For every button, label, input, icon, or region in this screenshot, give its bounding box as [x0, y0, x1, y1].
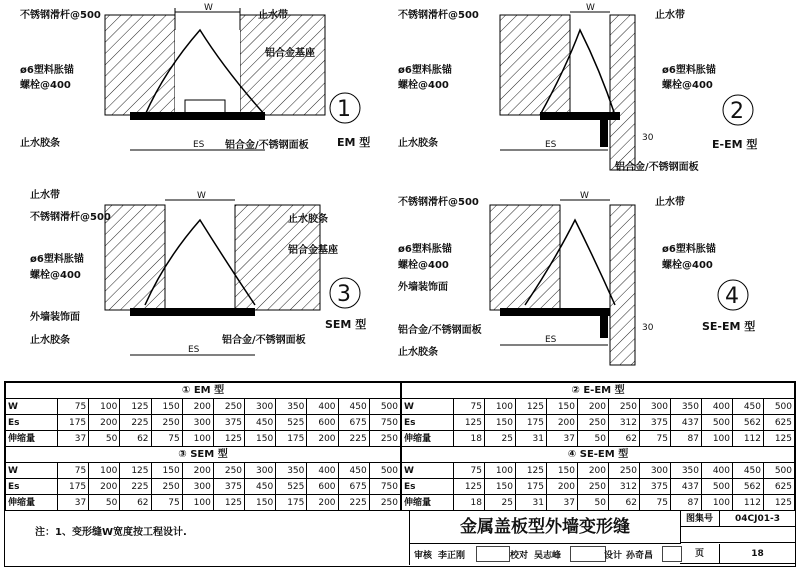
page-label: 页	[680, 544, 720, 564]
table-cell: 525	[276, 415, 307, 431]
label-seal-strip-top: 止水胶条	[288, 214, 328, 225]
table-cell: 125	[213, 431, 244, 447]
table-cell: 18	[454, 431, 485, 447]
table-cell: 375	[213, 479, 244, 495]
table-cell: 18	[454, 495, 485, 511]
table-cell: 250	[578, 415, 609, 431]
table-cell: 75	[151, 431, 182, 447]
table-cell: 625	[764, 415, 795, 431]
table-row	[6, 399, 401, 415]
table-cell: 500	[702, 479, 733, 495]
wall-corner	[610, 205, 635, 365]
table-row	[6, 415, 401, 431]
label-base: 铝合金基座	[265, 48, 315, 59]
dim-w-label: W	[586, 3, 595, 13]
table-cell: 75	[58, 463, 89, 479]
table-cell: 200	[89, 479, 120, 495]
table-cell: 300	[245, 463, 276, 479]
table-cell: 50	[578, 495, 609, 511]
table-cell: 300	[182, 415, 213, 431]
table-cell: 300	[640, 399, 671, 415]
table-cell: 200	[578, 399, 609, 415]
atlas-spacer	[680, 527, 796, 543]
table-cell: 100	[702, 431, 733, 447]
label-anchor: ø6塑料胀锚	[20, 65, 74, 76]
dim-30-label: 30	[642, 133, 654, 143]
table-cell: 150	[485, 479, 516, 495]
label-slide-bar: 不锈钢滑杆@500	[30, 212, 111, 223]
design-label: 设计	[604, 551, 623, 561]
table-cell: 37	[58, 431, 89, 447]
table-cell: 75	[640, 431, 671, 447]
drawing-1-em	[20, 3, 370, 151]
table-cell: 437	[671, 415, 702, 431]
reviewer-name: 李正刚	[438, 551, 466, 561]
note-text: 注：1、变形缝W宽度按工程设计.	[35, 527, 187, 538]
dim-es-label: ES	[545, 140, 557, 150]
table-row	[402, 431, 795, 447]
dim-w-label: W	[204, 3, 213, 13]
detail-number: 4	[725, 284, 739, 309]
table-cell: 31	[516, 495, 547, 511]
table-cell: 600	[307, 415, 338, 431]
detail-number: 2	[730, 99, 744, 124]
table-cell: 600	[307, 479, 338, 495]
table-cell: 62	[120, 431, 151, 447]
drawing-2-e-em	[398, 3, 757, 173]
table-cell: 100	[485, 399, 516, 415]
table-cell: 175	[276, 431, 307, 447]
label-panel: 铝合金/不锈钢面板	[615, 162, 699, 173]
table-cell: 25	[485, 495, 516, 511]
wall-left	[105, 15, 175, 115]
table-cell: 250	[609, 399, 640, 415]
label-waterstop: 止水带	[30, 190, 60, 201]
wall-left	[490, 205, 560, 310]
table-cell: 750	[369, 479, 400, 495]
designer-name: 孙奇昌	[626, 551, 654, 561]
table-title: ③ SEM 型	[6, 447, 401, 463]
wall-left	[105, 205, 165, 310]
label-bolt-left: 螺栓@400	[398, 260, 449, 271]
table-cell: 175	[516, 415, 547, 431]
table-cell: 200	[547, 479, 578, 495]
table-cell: 100	[182, 495, 213, 511]
table-cell: 375	[213, 415, 244, 431]
type-label: SEM 型	[325, 318, 367, 331]
table-cell: 175	[58, 479, 89, 495]
table-cell: 562	[733, 415, 764, 431]
label-waterstop: 止水带	[655, 10, 685, 21]
label-base: 铝合金基座	[288, 245, 338, 256]
label-facade: 外墙装饰面	[30, 312, 80, 323]
table-cell: 225	[120, 415, 151, 431]
label-bolt-right: 螺栓@400	[662, 80, 713, 91]
table-cell: 250	[151, 415, 182, 431]
table-cell: 250	[369, 431, 400, 447]
table-cell: 150	[245, 495, 276, 511]
table-cell: 500	[764, 399, 795, 415]
table-cell: 125	[764, 495, 795, 511]
table-cell: 400	[307, 399, 338, 415]
table-cell: 750	[369, 415, 400, 431]
table-cell: 87	[671, 431, 702, 447]
table-cell: 37	[58, 495, 89, 511]
table-row	[402, 463, 795, 479]
table-title: ④ SE-EM 型	[402, 447, 795, 463]
table-title: ② E-EM 型	[402, 383, 795, 399]
label-anchor-left: ø6塑料胀锚	[398, 244, 452, 255]
table-cell: 225	[338, 431, 369, 447]
label-anchor-right: ø6塑料胀锚	[662, 244, 716, 255]
table-right	[401, 382, 795, 511]
page-number: 18	[720, 544, 796, 564]
table-cell: 300	[640, 463, 671, 479]
signature-row	[410, 544, 680, 564]
label-slide-bar: 不锈钢滑杆@500	[398, 10, 479, 21]
row-label: 伸缩量	[6, 431, 58, 447]
table-cell: 350	[276, 399, 307, 415]
table-cell: 125	[454, 479, 485, 495]
label-panel: 铝合金/不锈钢面板	[225, 140, 309, 151]
table-cell: 225	[338, 495, 369, 511]
table-cell: 62	[609, 431, 640, 447]
table-cell: 25	[485, 431, 516, 447]
drawing-4-se-em	[397, 191, 755, 365]
table-cell: 37	[547, 495, 578, 511]
label-anchor-left: ø6塑料胀锚	[398, 65, 452, 76]
table-cell: 562	[733, 479, 764, 495]
table-cell: 312	[609, 479, 640, 495]
table-cell: 150	[151, 463, 182, 479]
table-cell: 112	[733, 495, 764, 511]
table-cell: 250	[213, 463, 244, 479]
table-cell: 100	[89, 463, 120, 479]
label-seal-strip: 止水胶条	[20, 138, 60, 149]
designer-signature	[662, 546, 682, 562]
table-cell: 350	[671, 399, 702, 415]
table-title-row	[402, 447, 795, 463]
sheet-title: 金属盖板型外墙变形缝	[410, 511, 681, 544]
table-cell: 200	[182, 399, 213, 415]
table-cell: 250	[578, 479, 609, 495]
label-facade: 外墙装饰面	[398, 282, 448, 293]
table-cell: 450	[245, 415, 276, 431]
row-label: W	[402, 399, 454, 415]
table-cell: 450	[733, 399, 764, 415]
table-cell: 225	[120, 479, 151, 495]
table-cell: 125	[120, 399, 151, 415]
label-anchor: ø6塑料胀锚	[30, 254, 84, 265]
detail-number: 1	[337, 97, 351, 122]
table-cell: 125	[764, 431, 795, 447]
table-cell: 75	[151, 495, 182, 511]
table-cell: 350	[671, 463, 702, 479]
table-cell: 75	[454, 463, 485, 479]
dim-es-label: ES	[188, 345, 200, 355]
table-cell: 150	[151, 399, 182, 415]
table-cell: 50	[578, 431, 609, 447]
atlas-number: 04CJ01-3	[720, 511, 796, 527]
table-row	[402, 495, 795, 511]
dim-es-label: ES	[193, 140, 205, 150]
corner-plate	[600, 308, 608, 338]
table-cell: 31	[516, 431, 547, 447]
wall-left	[500, 15, 570, 115]
table-cell: 375	[640, 415, 671, 431]
table-cell: 200	[578, 463, 609, 479]
row-label: 伸缩量	[6, 495, 58, 511]
table-cell: 500	[764, 463, 795, 479]
table-left	[5, 382, 401, 511]
label-seal-strip: 止水胶条	[30, 335, 70, 346]
table-row	[6, 463, 401, 479]
row-label: 伸缩量	[402, 431, 454, 447]
table-cell: 675	[338, 479, 369, 495]
table-cell: 500	[702, 415, 733, 431]
table-cell: 250	[369, 495, 400, 511]
table-cell: 50	[89, 495, 120, 511]
label-waterstop: 止水带	[655, 197, 685, 208]
table-cell: 250	[609, 463, 640, 479]
label-slide-bar: 不锈钢滑杆@500	[398, 197, 479, 208]
label-bolt: 螺栓@400	[30, 270, 81, 281]
dim-30-label: 30	[642, 323, 654, 333]
table-cell: 200	[307, 431, 338, 447]
row-label: W	[6, 463, 58, 479]
table-row	[402, 479, 795, 495]
table-cell: 312	[609, 415, 640, 431]
table-cell: 62	[609, 495, 640, 511]
dim-es-label: ES	[545, 335, 557, 345]
corner-plate	[600, 112, 608, 147]
table-cell: 37	[547, 431, 578, 447]
table-cell: 175	[276, 495, 307, 511]
table-cell: 150	[547, 399, 578, 415]
table-cell: 112	[733, 431, 764, 447]
table-cell: 125	[120, 463, 151, 479]
table-cell: 100	[485, 463, 516, 479]
title-block	[409, 511, 796, 565]
table-cell: 175	[516, 479, 547, 495]
table-cell: 100	[89, 399, 120, 415]
label-seal-strip: 止水胶条	[398, 347, 438, 358]
row-label: 伸缩量	[402, 495, 454, 511]
detail-number: 3	[337, 282, 351, 307]
label-waterstop: 止水带	[258, 10, 288, 21]
table-cell: 300	[182, 479, 213, 495]
row-label: Es	[402, 479, 454, 495]
row-label: W	[402, 463, 454, 479]
type-label: E-EM 型	[712, 138, 758, 151]
table-cell: 200	[182, 463, 213, 479]
table-cell: 400	[307, 463, 338, 479]
wall-corner	[610, 15, 635, 170]
row-label: Es	[402, 415, 454, 431]
table-title-row	[6, 447, 401, 463]
dimension-tables	[4, 381, 796, 511]
dim-w-label: W	[197, 191, 206, 201]
table-cell: 200	[89, 415, 120, 431]
cover-plate	[130, 112, 265, 120]
table-cell: 125	[454, 415, 485, 431]
table-cell: 87	[671, 495, 702, 511]
table-cell: 150	[547, 463, 578, 479]
atlas-label: 图集号	[680, 511, 720, 527]
reviewer-signature	[476, 546, 510, 562]
checker-signature	[570, 546, 606, 562]
table-cell: 150	[485, 415, 516, 431]
table-row	[402, 399, 795, 415]
table-cell: 350	[276, 463, 307, 479]
table-row	[6, 479, 401, 495]
table-cell: 200	[547, 415, 578, 431]
review-label: 审核	[414, 551, 433, 561]
label-seal-strip: 止水胶条	[398, 138, 438, 149]
table-cell: 75	[640, 495, 671, 511]
table-cell: 400	[702, 399, 733, 415]
table-cell: 250	[213, 399, 244, 415]
table-cell: 250	[151, 479, 182, 495]
table-cell: 675	[338, 415, 369, 431]
table-cell: 75	[58, 399, 89, 415]
table-cell: 450	[245, 479, 276, 495]
table-cell: 75	[454, 399, 485, 415]
table-cell: 525	[276, 479, 307, 495]
table-cell: 200	[307, 495, 338, 511]
table-cell: 450	[733, 463, 764, 479]
table-cell: 50	[89, 431, 120, 447]
table-cell: 175	[58, 415, 89, 431]
table-cell: 450	[338, 399, 369, 415]
table-cell: 625	[764, 479, 795, 495]
table-cell: 300	[245, 399, 276, 415]
drawing-3-sem	[30, 188, 366, 355]
dim-w-label: W	[580, 191, 589, 201]
label-anchor-right: ø6塑料胀锚	[662, 65, 716, 76]
row-label: Es	[6, 479, 58, 495]
cover-plate	[500, 308, 610, 316]
row-label: Es	[6, 415, 58, 431]
check-label: 校对	[510, 551, 529, 561]
table-cell: 437	[671, 479, 702, 495]
table-cell: 500	[369, 399, 400, 415]
table-cell: 375	[640, 479, 671, 495]
label-bolt: 螺栓@400	[20, 80, 71, 91]
type-label: SE-EM 型	[702, 320, 756, 333]
table-cell: 125	[516, 463, 547, 479]
label-bolt-left: 螺栓@400	[398, 80, 449, 91]
row-label: W	[6, 399, 58, 415]
footer	[4, 511, 796, 567]
label-slide-bar: 不锈钢滑杆@500	[20, 10, 101, 21]
table-row	[6, 495, 401, 511]
table-cell: 125	[516, 399, 547, 415]
label-panel: 铝合金/不锈钢面板	[398, 325, 482, 336]
table-cell: 62	[120, 495, 151, 511]
table-cell: 100	[702, 495, 733, 511]
table-row	[402, 415, 795, 431]
table-cell: 150	[245, 431, 276, 447]
table-title-row	[402, 383, 795, 399]
label-panel: 铝合金/不锈钢面板	[222, 335, 306, 346]
table-title-row	[6, 383, 401, 399]
table-cell: 100	[182, 431, 213, 447]
label-bolt-right: 螺栓@400	[662, 260, 713, 271]
type-label: EM 型	[337, 136, 371, 149]
table-title: ① EM 型	[6, 383, 401, 399]
table-cell: 400	[702, 463, 733, 479]
table-cell: 500	[369, 463, 400, 479]
table-row	[6, 431, 401, 447]
table-cell: 450	[338, 463, 369, 479]
cover-plate	[130, 308, 255, 316]
checker-name: 吴志峰	[534, 551, 562, 561]
table-cell: 125	[213, 495, 244, 511]
